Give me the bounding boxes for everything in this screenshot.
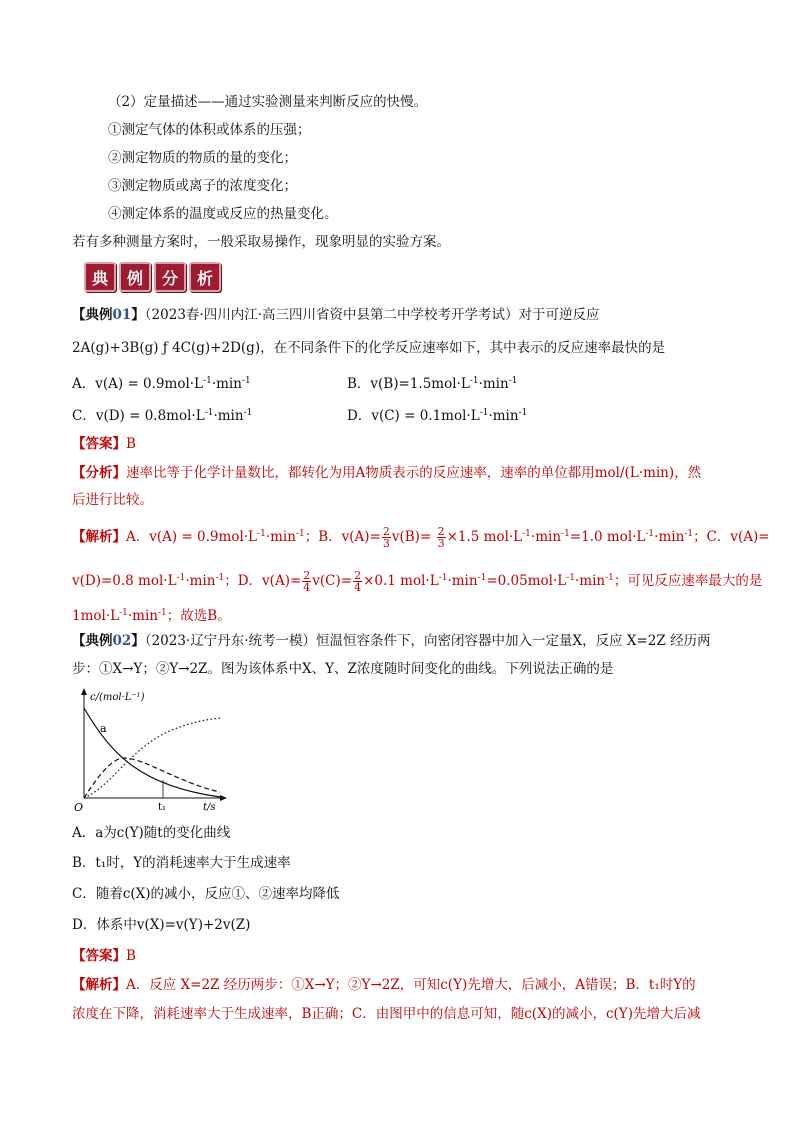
superscript: -1 [241, 376, 251, 386]
superscript: -1 [479, 408, 489, 418]
superscript: -1 [119, 608, 128, 618]
option-text: D．v(C) = 0.1mol·L [347, 408, 480, 424]
superscript: -1 [469, 376, 479, 386]
x-axis-arrow [220, 795, 227, 801]
solution-text: v(D)=0.8 mol·L [72, 573, 177, 589]
solution-text: ；C．v(A)= [693, 529, 770, 545]
analysis-label: 【分析】 [72, 465, 126, 481]
solution-text: A．反应 X=2Z 经历两步：①X→Y；②Y→2Z，可知c(Y)先增大，后减小，A错误；B．t₁时Y的 [126, 977, 696, 993]
solution-text: ·min [265, 529, 296, 545]
example1-option-c [72, 403, 252, 426]
solution-label: 【解析】 [72, 529, 126, 545]
superscript: -1 [684, 529, 694, 539]
fraction-denominator: 3 [382, 537, 390, 550]
example2-option-d: D．体系中v(X)=v(Y)+2v(Z) [72, 917, 251, 933]
intro-item-4: ④测定体系的温度或反应的热量变化。 [108, 206, 338, 222]
superscript: -1 [561, 529, 570, 539]
intro-item-2: ②测定物质的物质的量的变化； [108, 150, 297, 166]
option-text: ·min [211, 376, 242, 392]
solution-text: =0.05mol·L [486, 573, 567, 589]
example2-option-a: A．a为c(Y)随t的变化曲线 [72, 825, 231, 841]
example2-tag-num: 02 [112, 633, 132, 649]
solution-text: ；可见反应速率最大的是 [613, 573, 763, 589]
option-text: A．v(A) = 0.9mol·L [72, 376, 204, 392]
option-text: ·min [488, 408, 519, 424]
badge-char: 例 [119, 262, 151, 292]
solution-text: ·min [575, 573, 606, 589]
solution-text: 1mol·L [72, 608, 120, 624]
solution-text: v(B)= [391, 529, 432, 545]
option-text: ·min [213, 408, 244, 424]
x-axis-label: t/s [203, 802, 216, 813]
analysis-text: 速率比等于化学计量数比，都转化为用A物质表示的反应速率，速率的单位都用mol/(L·min)，然 [126, 465, 702, 481]
solution-text: ·min [127, 608, 158, 624]
superscript: -1 [176, 573, 186, 583]
example1-question-text: ，在不同条件下的化学反应速率如下，其中表示的反应速率最快的是 [260, 340, 666, 356]
example2-question: 步：①X→Y；②Y→2Z。图为该体系中X、Y、Z浓度随时间变化的曲线。下列说法正确的是 [72, 661, 614, 677]
superscript: -1 [508, 376, 518, 386]
answer-value: B [126, 948, 136, 964]
superscript: -1 [605, 573, 614, 583]
superscript: -1 [157, 608, 167, 618]
example1-option-d [347, 403, 527, 426]
fraction-2-3 [382, 526, 391, 549]
example1-analysis [72, 463, 701, 483]
solution-text: =1.0 mol·L [569, 529, 646, 545]
example1-tag-close: 】 [131, 307, 145, 323]
superscript: -1 [257, 529, 266, 539]
example1-option-a [72, 371, 251, 394]
example1-analysis-cont: 后进行比较。 [72, 492, 153, 508]
fraction-numerator: 2 [382, 525, 390, 538]
solution-text: ×0.1 mol·L [363, 573, 439, 589]
example1-question [72, 338, 665, 358]
example2-tag-open: 【典例 [72, 633, 113, 649]
superscript: -1 [295, 529, 305, 539]
y-axis-label: c/(mol·L⁻¹) [90, 692, 145, 703]
concentration-time-graph [72, 686, 232, 816]
solution-label: 【解析】 [72, 977, 126, 993]
section-badge-example-analysis [84, 262, 221, 292]
intro-item-1: ①测定气体的体积或体系的压强； [108, 122, 311, 138]
solution-text: ·min [654, 529, 685, 545]
example2-solution-line1 [72, 975, 696, 995]
option-text: B．v(B)=1.5mol·L [347, 376, 470, 392]
example2-option-b: B．t₁时，Y的消耗速率大于生成速率 [72, 855, 291, 871]
example2-header [72, 631, 711, 651]
superscript: -1 [518, 408, 528, 418]
example1-source: （2023春·四川内江·高三四川省资中县第二中学校考开学考试）对于可逆反应 [144, 307, 600, 323]
solution-text: ×1.5 mol·L [446, 529, 523, 545]
superscript: -1 [438, 573, 448, 583]
example1-solution-line1 [72, 524, 770, 549]
solution-text: A．v(A) = 0.9mol·L [126, 529, 258, 545]
example2-source: （2023·辽宁丹东·统考一模）恒温恒容条件下，向密闭容器中加入一定量X，反应 X=2Z 经历两 [144, 633, 711, 649]
example1-solution-line3 [72, 603, 231, 626]
solution-text: v(C)= [312, 573, 353, 589]
answer-label: 【答案】 [72, 436, 126, 452]
answer-label: 【答案】 [72, 948, 126, 964]
fraction-numerator: 2 [437, 525, 445, 538]
superscript: -1 [477, 573, 487, 583]
curve-a-label: a [100, 722, 107, 735]
example1-header [72, 305, 600, 325]
intro-heading: （2）定量描述——通过实验测量来判断反应的快慢。 [108, 94, 428, 110]
intro-conclusion: 若有多种测量方案时，一般采取易操作，现象明显的实验方案。 [72, 234, 450, 250]
superscript: -1 [522, 529, 531, 539]
superscript: -1 [215, 573, 225, 583]
intro-item-3: ③测定物质或离子的浓度变化； [108, 178, 297, 194]
solution-text: ；B．v(A)= [304, 529, 381, 545]
solution-text: ·min [447, 573, 478, 589]
example2-answer [72, 946, 136, 966]
fraction-2-4 [302, 570, 311, 593]
option-text: ·min [478, 376, 509, 392]
superscript: -1 [566, 573, 575, 583]
example1-equation: 2A(g)+3B(g) ƒ 4C(g)+2D(g) [72, 340, 261, 356]
superscript: -1 [204, 408, 214, 418]
solution-text: ·min [185, 573, 216, 589]
example1-answer [72, 434, 136, 454]
solution-text: ；D．v(A)= [224, 573, 302, 589]
fraction-2-4 [353, 570, 362, 593]
answer-value: B [126, 436, 136, 452]
t1-label: t₁ [158, 802, 167, 813]
example1-option-b [347, 371, 517, 394]
example1-tag-open: 【典例 [72, 307, 113, 323]
option-text: C．v(D) = 0.8mol·L [72, 408, 205, 424]
example2-option-c: C．随着c(X)的减小，反应①、②速率均降低 [72, 886, 340, 902]
example1-tag-num: 01 [112, 307, 132, 323]
badge-char: 典 [84, 262, 116, 292]
fraction-denominator: 4 [303, 581, 311, 594]
fraction-2-3 [437, 526, 446, 549]
fraction-numerator: 2 [303, 569, 311, 582]
example2-tag-close: 】 [131, 633, 145, 649]
solution-text: ·min [530, 529, 562, 545]
superscript: -1 [243, 408, 253, 418]
fraction-numerator: 2 [354, 569, 362, 582]
superscript: -1 [645, 529, 655, 539]
badge-char: 析 [189, 262, 221, 292]
origin-label: O [74, 801, 84, 814]
solution-text: ；故选B。 [166, 608, 231, 624]
example2-solution-line2: 浓度在下降，消耗速率大于生成速率，B正确；C．由图甲中的信息可知，随c(X)的减小，c(Y)先增大后减 [72, 1006, 701, 1022]
superscript: -1 [203, 376, 212, 386]
fraction-denominator: 4 [354, 581, 362, 594]
y-axis-arrow [81, 688, 87, 695]
badge-char: 分 [154, 262, 186, 292]
example1-solution-line2 [72, 568, 762, 593]
fraction-denominator: 3 [437, 537, 445, 550]
